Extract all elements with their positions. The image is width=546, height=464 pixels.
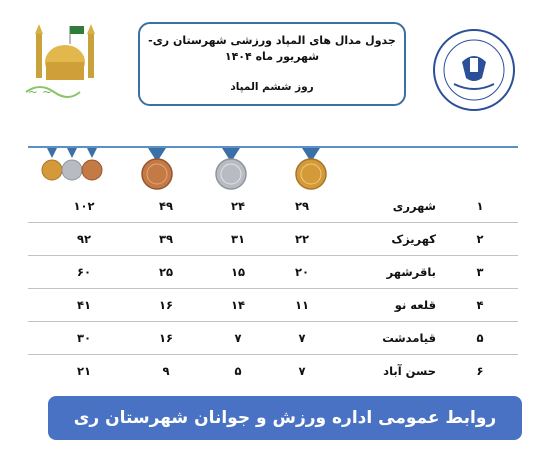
- organization-logo: [432, 28, 516, 112]
- total-cell: ۴۱: [76, 298, 92, 312]
- rank-cell: ۱: [476, 199, 484, 213]
- page-title: جدول مدال های المپاد ورزشی شهرستان ری-شهریور ماه ۱۴۰۴: [148, 34, 396, 63]
- table-row: [28, 289, 518, 322]
- bronze-medal-icon: [138, 148, 176, 194]
- total-cell: ۳۰: [76, 331, 92, 345]
- name-cell: قلعه نو: [394, 298, 436, 312]
- silver-cell: ۱۵: [230, 265, 246, 279]
- gold-cell: ۱۱: [294, 298, 310, 312]
- total-cell: ۹۲: [76, 232, 92, 246]
- table-row: [28, 322, 518, 355]
- table-row: [28, 256, 518, 289]
- table-row: [28, 355, 518, 388]
- shrine-image: [20, 22, 110, 106]
- silver-cell: ۳۱: [230, 232, 246, 246]
- rank-cell: ۳: [476, 265, 484, 279]
- silver-medal-icon: [212, 148, 250, 194]
- rank-cell: ۵: [476, 331, 484, 345]
- silver-cell: ۱۴: [230, 298, 246, 312]
- name-cell: کهریزک: [391, 232, 436, 246]
- silver-cell: ۷: [234, 331, 242, 345]
- name-cell: حسن آباد: [383, 364, 436, 378]
- silver-cell: ۲۴: [230, 199, 246, 213]
- gold-cell: ۷: [298, 364, 306, 378]
- bronze-cell: ۴۹: [158, 199, 174, 213]
- total-cell: ۶۰: [76, 265, 92, 279]
- name-cell: باقرشهر: [386, 265, 436, 279]
- page-subtitle: روز ششم المپاد: [230, 81, 314, 93]
- bronze-cell: ۹: [162, 364, 170, 378]
- name-cell: قیامدشت: [382, 331, 436, 345]
- table-row: [28, 190, 518, 223]
- total-cell: ۱۰۲: [73, 199, 95, 213]
- rank-cell: ۴: [476, 298, 484, 312]
- name-cell: شهرری: [392, 199, 436, 213]
- bronze-cell: ۱۶: [158, 331, 174, 345]
- gold-cell: ۲۰: [294, 265, 310, 279]
- rank-cell: ۶: [476, 364, 484, 378]
- gold-cell: ۲۹: [294, 199, 310, 213]
- svg-text:~ ~: ~ ~: [28, 85, 52, 99]
- table-row: [28, 223, 518, 256]
- silver-cell: ۵: [234, 364, 242, 378]
- bronze-cell: ۱۶: [158, 298, 174, 312]
- bronze-cell: ۲۵: [158, 265, 174, 279]
- footer-text: روابط عمومی اداره ورزش و جوانان شهرستان ری: [73, 408, 497, 428]
- gold-cell: ۲۲: [294, 232, 310, 246]
- gold-cell: ۷: [298, 331, 306, 345]
- rank-cell: ۲: [476, 232, 484, 246]
- footer-banner: [48, 396, 522, 440]
- medal-set-icon: [40, 148, 106, 188]
- total-cell: ۲۱: [76, 364, 92, 378]
- bronze-cell: ۳۹: [158, 232, 174, 246]
- title-box: [138, 22, 406, 106]
- gold-medal-icon: [292, 148, 330, 194]
